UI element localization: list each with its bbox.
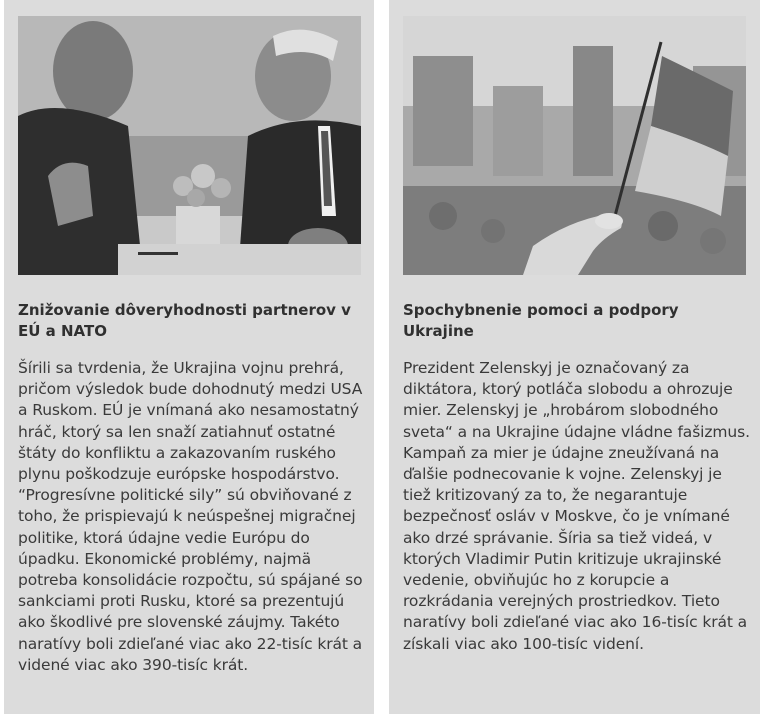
card-title: Znižovanie dôveryhodnosti partnerov v EÚ a NATO xyxy=(18,301,351,340)
card-text: Prezident Zelenskyj je označovaný za diktátora, ktorý potláča slobodu a ohrozuje mier. Zelenskyj je „hrobárom slobodného sveta“ a na Ukrajine údajne vládne fašizmus. Kampaň za mier je údajne zneužívaná na ďalšie podnecovanie k vojne. Zelenskyj je tiež kritizovaný za to, že negarantuje bezpečnosť osláv v Moskve, čo je vnímané ako drzé správanie. Šíria sa tiež videá, v ktorých Vladimir Putin kritizuje ukrajinské vedenie, obviňujúc ho z korupcie a rozkrádania verejných prostriedkov. Tieto naratívy boli zdieľané viac ako 16-tisíc krát a získali viac ako 100-tisíc videní. xyxy=(403,359,750,653)
ukraine-flag-photo xyxy=(403,16,746,275)
narrative-card-ukraine-support xyxy=(389,0,760,714)
leaders-meeting-photo xyxy=(18,16,361,275)
narrative-card-eu-nato xyxy=(4,0,374,714)
card-title: Spochybnenie pomoci a podpory Ukrajine xyxy=(403,301,679,340)
card-text: Šírili sa tvrdenia, že Ukrajina vojnu prehrá, pričom výsledok bude dohodnutý medzi USA a Ruskom. EÚ je vnímaná ako nesamostatný hráč, ktorý sa len snaží zatiahnuť ostatné štáty do konfliktu a zakazovaním ruského plynu poškodzuje európske hospodárstvo. “Progresívne politické sily” sú obviňované z toho, že prispievajú k neúspešnej migračnej politike, ktorá údajne vedie Európu do úpadku. Ekonomické problémy, najmä potreba konsolidácie rozpočtu, sú spájané so sankciami proti Rusku, ktoré sa prezentujú ako škodlivé pre slovenské záujmy. Takéto naratívy boli zdieľané viac ako 22-tisíc krát a videné viac ako 390-tisíc krát. xyxy=(18,359,363,674)
